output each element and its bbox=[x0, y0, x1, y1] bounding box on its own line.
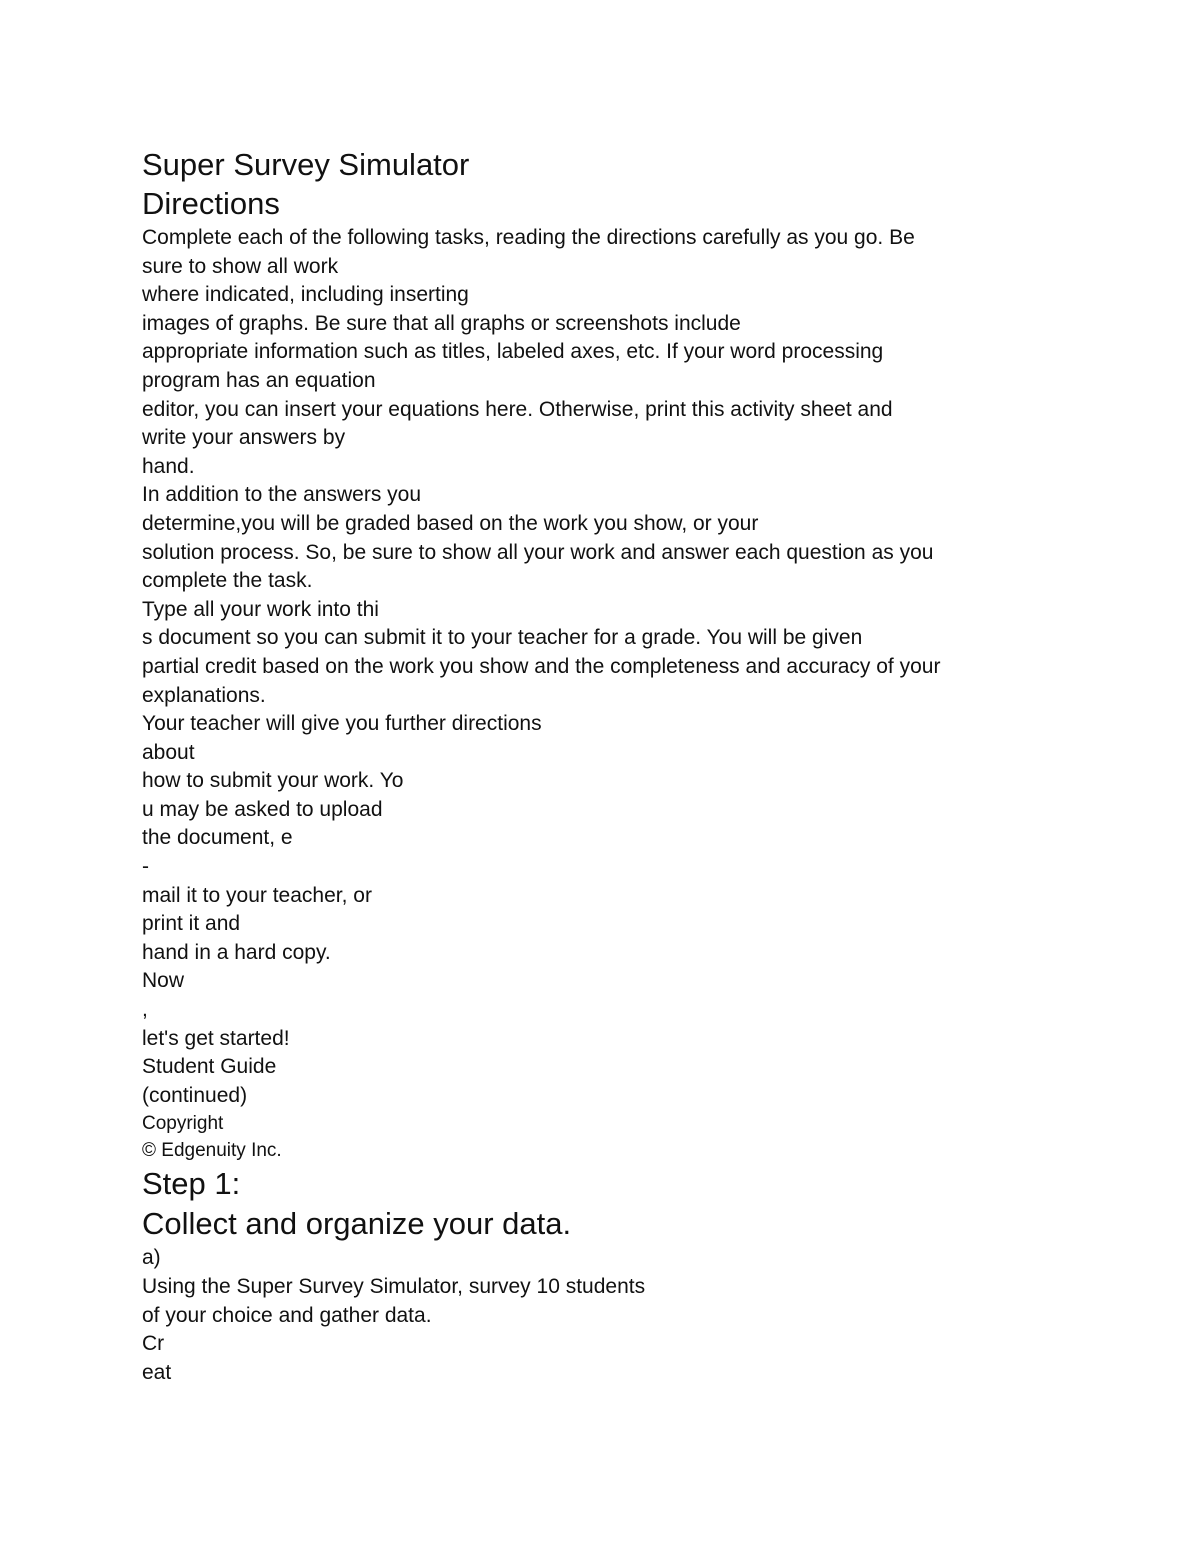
directions-heading: Directions bbox=[142, 186, 280, 221]
copyright-owner: © Edgenuity Inc. bbox=[142, 1140, 282, 1162]
document-title: Super Survey Simulator bbox=[142, 147, 470, 182]
directions-line: Complete each of the following tasks, reading the directions carefully as you go. Be sure to show all work bbox=[142, 226, 915, 278]
directions-line: the document, e bbox=[142, 826, 293, 850]
step1-line: eat bbox=[142, 1360, 172, 1384]
directions-line: images of graphs. Be sure that all graphs or screenshots include bbox=[142, 311, 741, 335]
step1-line: Cr bbox=[142, 1332, 165, 1356]
directions-line: determine,you will be graded based on the work you show, or your bbox=[142, 511, 759, 535]
directions-line: s document so you can submit it to your teacher for a grade. You will be given bbox=[142, 626, 863, 650]
directions-line: how to submit your work. Yo bbox=[142, 769, 404, 793]
directions-line: In addition to the answers you bbox=[142, 483, 422, 507]
document-content bbox=[142, 146, 1047, 1387]
step1-line: of your choice and gather data. bbox=[142, 1303, 432, 1327]
continued-label: (continued) bbox=[142, 1083, 248, 1107]
step1-body bbox=[142, 1244, 1047, 1387]
directions-line: editor, you can insert your equations here. Otherwise, print this activity sheet and write your answers by bbox=[142, 397, 893, 450]
step1-subheading: Collect and organize your data. bbox=[142, 1206, 572, 1242]
directions-line: , bbox=[142, 998, 148, 1022]
step1-line: a) bbox=[142, 1246, 161, 1270]
directions-line: about bbox=[142, 740, 195, 764]
directions-line: - bbox=[142, 855, 149, 879]
directions-line: solution process. So, be sure to show all your work and answer each question as you complete the task. bbox=[142, 540, 934, 593]
directions-line: partial credit based on the work you show and the completeness and accuracy of your explanations. bbox=[142, 654, 941, 707]
student-guide-label: Student Guide bbox=[142, 1055, 277, 1079]
directions-body bbox=[142, 224, 1047, 1110]
directions-line: Type all your work into thi bbox=[142, 597, 379, 621]
directions-line: Now bbox=[142, 969, 185, 993]
directions-line: mail it to your teacher, or bbox=[142, 883, 372, 907]
directions-line: print it and bbox=[142, 912, 241, 936]
directions-line: u may be asked to upload bbox=[142, 797, 383, 821]
directions-line: appropriate information such as titles, labeled axes, etc. If your word processing program has an equation bbox=[142, 340, 884, 392]
directions-line: hand. bbox=[142, 454, 195, 478]
directions-line: where indicated, including inserting bbox=[142, 283, 469, 307]
directions-line: hand in a hard copy. bbox=[142, 940, 331, 964]
copyright-label: Copyright bbox=[142, 1113, 224, 1135]
directions-line: let's get started! bbox=[142, 1026, 290, 1050]
step1-line: Using the Super Survey Simulator, survey 10 students bbox=[142, 1275, 646, 1298]
step1-heading: Step 1: bbox=[142, 1166, 241, 1202]
directions-line: Your teacher will give you further directions bbox=[142, 712, 542, 736]
